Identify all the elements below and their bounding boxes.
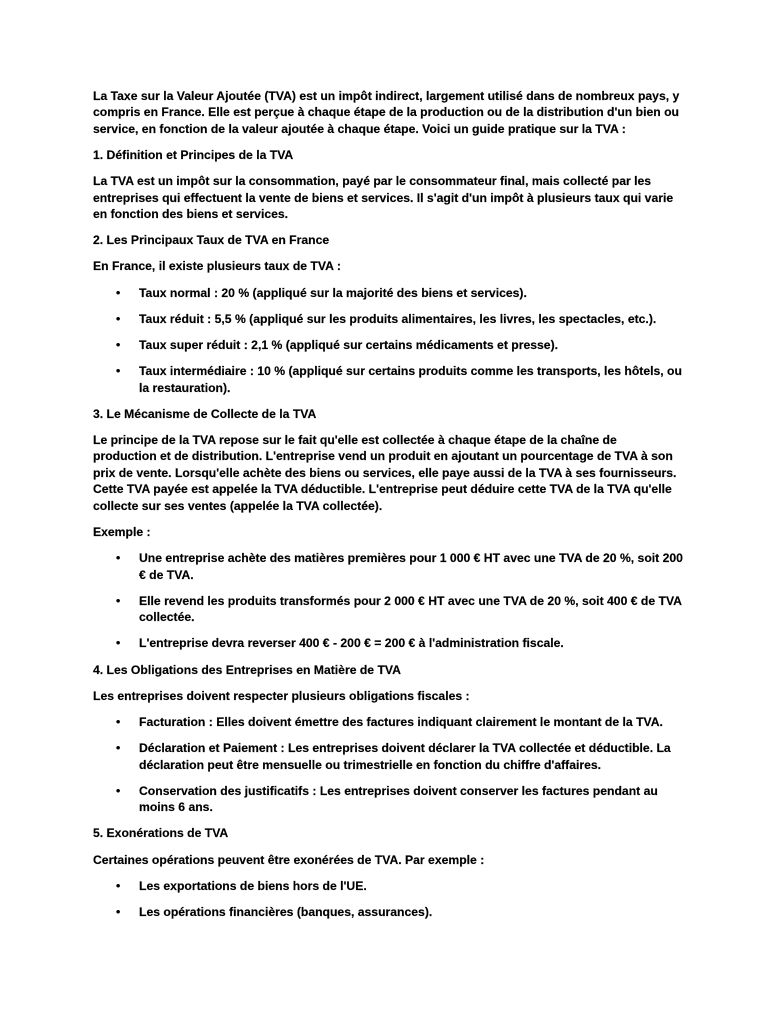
vat-rates-list	[93, 285, 683, 396]
list-item-text: Conservation des justificatifs : Les entreprises doivent conserver les factures pendant au moins 6 ans.	[139, 783, 658, 815]
obligations-list	[93, 714, 683, 816]
list-item	[93, 714, 683, 730]
list-item	[93, 635, 683, 651]
bullet-icon: •	[116, 311, 121, 326]
bullet-icon: •	[116, 636, 121, 651]
list-item	[93, 904, 683, 920]
section-4-heading: 4. Les Obligations des Entreprises en Matière de TVA	[93, 662, 401, 677]
list-item	[93, 593, 683, 626]
section-3-heading: 3. Le Mécanisme de Collecte de la TVA	[93, 406, 317, 421]
list-item	[93, 363, 683, 396]
section-5-heading: 5. Exonérations de TVA	[93, 826, 229, 841]
section-2-heading: 2. Les Principaux Taux de TVA en France	[93, 233, 330, 248]
list-item-text: Facturation : Elles doivent émettre des factures indiquant clairement le montant de la TVA.	[139, 714, 663, 729]
intro-paragraph: La Taxe sur la Valeur Ajoutée (TVA) est un impôt indirect, largement utilisé dans de nombreux pays, y compris en France. Elle est perçue à chaque étape de la production ou de la distribution d'un bien ou service, en fonction de la valeur ajoutée à chaque étape. Voici un guide pratique sur la TVA :	[93, 89, 680, 136]
section-1-heading: 1. Définition et Principes de la TVA	[93, 148, 294, 163]
bullet-icon: •	[116, 904, 121, 919]
exemptions-list	[93, 878, 683, 921]
bullet-icon: •	[116, 714, 121, 729]
section-5-text: Certaines opérations peuvent être exonérées de TVA. Par exemple :	[93, 852, 485, 867]
section-1-text: La TVA est un impôt sur la consommation, payé par le consommateur final, mais collecté par les entreprises qui effectuent la vente de biens et services. Il s'agit d'un impôt à plusieurs taux qui varie en fonction des biens et services.	[93, 174, 674, 222]
bullet-icon: •	[116, 878, 121, 893]
list-item-text: Taux intermédiaire : 10 % (appliqué sur certains produits comme les transports, les hôtels, ou la restauration).	[139, 364, 682, 395]
list-item-text: Elle revend les produits transformés pour 2 000 € HT avec une TVA de 20 %, soit 400 € de TVA collectée.	[139, 593, 682, 625]
bullet-icon: •	[116, 338, 121, 353]
list-item-text: Taux réduit : 5,5 % (appliqué sur les produits alimentaires, les livres, les spectacles, etc.).	[139, 311, 657, 326]
list-item	[93, 740, 683, 773]
list-item-text: Les opérations financières (banques, assurances).	[139, 904, 433, 919]
list-item-text: Taux super réduit : 2,1 % (appliqué sur certains médicaments et presse).	[139, 338, 559, 353]
list-item	[93, 337, 683, 353]
section-3-text: Le principe de la TVA repose sur le fait qu'elle est collectée à chaque étape de la chaîne de production et de distribution. L'entreprise vend un produit en ajoutant un pourcentage de TVA à son prix de vente. Lorsqu'elle achète des biens ou services, elle paye aussi de la TVA à ses fournisseurs. Cette TVA payée est appelée la TVA déductible. L'entreprise peut déduire cette TVA de la TVA qu'elle collecte sur ses ventes (appelée la TVA collectée).	[93, 433, 677, 513]
bullet-icon: •	[116, 741, 121, 756]
bullet-icon: •	[116, 285, 121, 300]
list-item	[93, 878, 683, 894]
list-item-text: Les exportations de biens hors de l'UE.	[139, 878, 367, 893]
bullet-icon: •	[116, 783, 121, 798]
example-list	[93, 550, 683, 652]
list-item-text: Taux normal : 20 % (appliqué sur la majorité des biens et services).	[139, 285, 527, 300]
bullet-icon: •	[116, 364, 121, 379]
list-item	[93, 311, 683, 327]
document-page	[93, 88, 683, 930]
section-4-text: Les entreprises doivent respecter plusieurs obligations fiscales :	[93, 688, 470, 703]
list-item-text: Une entreprise achète des matières premières pour 1 000 € HT avec une TVA de 20 %, soit 200 € de TVA.	[139, 551, 683, 582]
bullet-icon: •	[116, 593, 121, 608]
list-item-text: Déclaration et Paiement : Les entreprises doivent déclarer la TVA collectée et déductible. La déclaration peut être mensuelle ou trimestrielle en fonction du chiffre d'affaires.	[139, 741, 671, 772]
list-item	[93, 550, 683, 583]
example-label: Exemple :	[93, 524, 151, 539]
section-2-text: En France, il existe plusieurs taux de TVA :	[93, 259, 341, 274]
list-item	[93, 783, 683, 816]
bullet-icon: •	[116, 551, 121, 566]
list-item-text: L'entreprise devra reverser 400 € - 200 € = 200 € à l'administration fiscale.	[139, 636, 564, 651]
list-item	[93, 285, 683, 301]
